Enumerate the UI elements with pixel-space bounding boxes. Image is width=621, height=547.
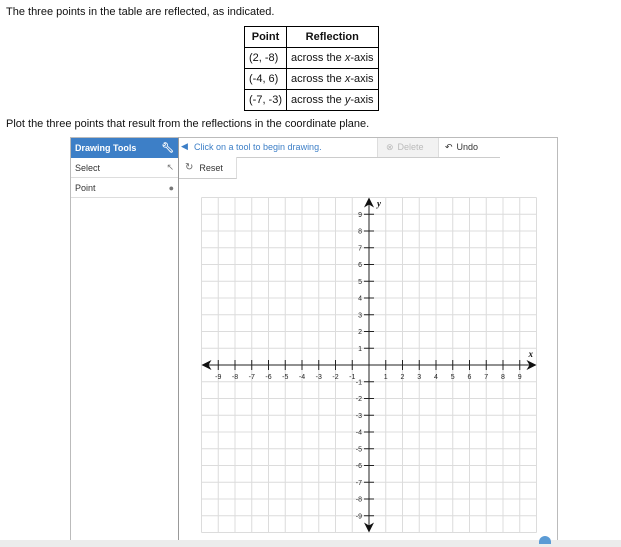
delete-label: Delete bbox=[397, 142, 424, 152]
x-tick-label: -4 bbox=[298, 374, 306, 381]
drawing-tools-header bbox=[71, 138, 178, 158]
reflection-axis: x bbox=[344, 73, 351, 85]
wrench-icon: 🔧︎ bbox=[161, 142, 174, 154]
reset-label: Reset bbox=[199, 162, 223, 173]
x-tick-label: -5 bbox=[282, 374, 289, 381]
cell-point: (2, -8) bbox=[245, 48, 287, 69]
table-row bbox=[245, 69, 379, 90]
x-tick-label: 4 bbox=[434, 374, 438, 381]
y-tick-label: 6 bbox=[358, 262, 362, 269]
intro-text: The three points in the table are reflected, as indicated. bbox=[6, 6, 275, 18]
points-table bbox=[244, 26, 379, 111]
bottom-scrollbar bbox=[0, 540, 621, 547]
undo-label: Undo bbox=[456, 142, 479, 152]
coordinate-plane[interactable] bbox=[180, 180, 556, 538]
reflection-axis: y bbox=[344, 94, 351, 106]
reflection-suffix: -axis bbox=[350, 94, 374, 106]
y-tick-label: -2 bbox=[355, 396, 362, 403]
x-tick-label: 1 bbox=[383, 374, 388, 381]
table-row bbox=[245, 48, 379, 69]
x-tick-label: -7 bbox=[248, 374, 255, 381]
y-tick-label: 5 bbox=[358, 278, 362, 286]
x-tick-label: 8 bbox=[501, 374, 505, 381]
reflection-suffix: -axis bbox=[350, 52, 374, 64]
x-tick-label: 9 bbox=[517, 374, 522, 381]
y-tick-label: 2 bbox=[358, 329, 362, 336]
tool-point-label: Point bbox=[75, 182, 96, 193]
pointer-icon: ↖ bbox=[166, 162, 174, 172]
undo-button[interactable] bbox=[438, 137, 500, 157]
tool-select-label: Select bbox=[75, 162, 101, 173]
table-row bbox=[245, 90, 379, 111]
y-tick-label: -7 bbox=[355, 479, 362, 487]
x-tick-label: -6 bbox=[265, 374, 272, 381]
drawing-tools-panel bbox=[70, 137, 179, 542]
cell-reflection bbox=[287, 48, 379, 69]
y-tick-label: -5 bbox=[355, 446, 362, 454]
cell-point: (-4, 6) bbox=[245, 69, 287, 90]
reset-button[interactable] bbox=[179, 157, 237, 179]
x-tick-label: -1 bbox=[349, 374, 356, 381]
x-axis-label: x bbox=[528, 349, 533, 359]
x-tick-label: -9 bbox=[215, 374, 222, 381]
x-tick-label: 2 bbox=[400, 374, 405, 381]
delete-icon: ⊗ bbox=[386, 141, 394, 152]
x-tick-label: 3 bbox=[417, 374, 422, 381]
tool-point[interactable] bbox=[71, 178, 178, 198]
y-tick-label: 3 bbox=[358, 312, 362, 320]
y-tick-label: 7 bbox=[358, 245, 362, 253]
reflection-prefix: across the bbox=[291, 52, 345, 64]
cell-reflection bbox=[287, 69, 379, 90]
y-tick-label: 8 bbox=[358, 228, 362, 236]
y-tick-label: 4 bbox=[358, 295, 362, 303]
graph-toolbar bbox=[179, 137, 500, 158]
dot-icon: ● bbox=[168, 182, 174, 193]
toolbar-hint: Click on a tool to begin drawing. bbox=[194, 142, 322, 152]
header-reflection: Reflection bbox=[287, 27, 379, 48]
reflection-prefix: across the bbox=[291, 94, 345, 106]
drawing-tools-title: Drawing Tools bbox=[75, 143, 137, 153]
reflection-prefix: across the bbox=[291, 73, 345, 85]
y-tick-label: -1 bbox=[355, 379, 362, 387]
x-tick-label: 5 bbox=[450, 374, 455, 381]
refresh-icon: ↻ bbox=[185, 162, 194, 173]
y-axis-label: y bbox=[377, 198, 381, 209]
collapse-panel-icon[interactable]: ◀ bbox=[181, 141, 188, 151]
y-tick-label: 1 bbox=[358, 345, 362, 353]
reflection-axis: x bbox=[344, 52, 351, 64]
y-tick-label: 9 bbox=[358, 211, 362, 219]
cell-reflection bbox=[287, 90, 379, 111]
y-tick-label: -3 bbox=[355, 412, 362, 420]
cell-point: (-7, -3) bbox=[245, 90, 287, 111]
delete-button[interactable] bbox=[377, 137, 438, 157]
y-tick-label: -6 bbox=[355, 463, 362, 470]
header-point: Point bbox=[245, 27, 287, 48]
x-tick-label: 6 bbox=[467, 374, 472, 381]
y-tick-label: -4 bbox=[355, 429, 362, 437]
help-icon[interactable] bbox=[539, 536, 551, 544]
tool-select[interactable] bbox=[71, 158, 178, 178]
x-tick-label: -2 bbox=[332, 374, 339, 381]
y-tick-label: -9 bbox=[355, 513, 362, 521]
reflection-suffix: -axis bbox=[350, 73, 374, 85]
y-tick-label: -8 bbox=[355, 496, 362, 504]
undo-icon: ↶ bbox=[445, 141, 453, 152]
x-tick-label: -8 bbox=[231, 374, 239, 381]
x-tick-label: -3 bbox=[315, 374, 322, 381]
x-tick-label: 7 bbox=[484, 374, 489, 381]
prompt-text: Plot the three points that result from the reflections in the coordinate plane. bbox=[6, 118, 370, 130]
